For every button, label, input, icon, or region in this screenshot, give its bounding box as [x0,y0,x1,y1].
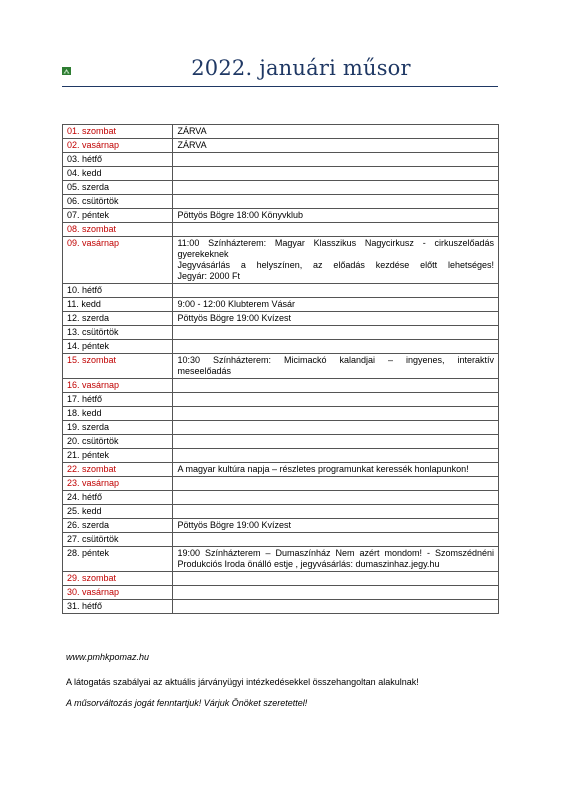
day-cell: 20. csütörtök [63,435,173,449]
day-cell: 11. kedd [63,298,173,312]
day-cell: 27. csütörtök [63,533,173,547]
event-line: Produkciós Iroda önálló estje , jegyvásárlás: dumaszinhaz.jegy.hu [177,559,440,569]
day-cell: 30. vasárnap [63,586,173,600]
day-cell: 28. péntek [63,547,173,572]
event-line: Pöttyös Bögre 18:00 Könyvklub [177,210,304,220]
day-cell: 01. szombat [63,125,173,139]
event-cell [173,491,499,505]
page-header [62,52,498,87]
table-row [63,312,499,326]
event-cell [173,298,499,312]
event-cell [173,586,499,600]
event-line: 9:00 - 12:00 Klubterem Vásár [177,299,296,309]
day-cell: 03. hétfő [63,153,173,167]
day-cell: 18. kedd [63,407,173,421]
day-cell: 24. hétfő [63,491,173,505]
table-row [63,435,499,449]
table-row [63,153,499,167]
table-row [63,421,499,435]
event-cell [173,379,499,393]
day-cell: 06. csütörtök [63,195,173,209]
day-cell: 25. kedd [63,505,173,519]
day-cell: 31. hétfő [63,600,173,614]
day-cell: 10. hétfő [63,284,173,298]
table-row [63,477,499,491]
event-cell [173,209,499,223]
table-row [63,393,499,407]
day-cell: 29. szombat [63,572,173,586]
day-cell: 02. vasárnap [63,139,173,153]
day-cell: 26. szerda [63,519,173,533]
event-line: A magyar kultúra napja – részletes programunkat keressék honlapunkon! [177,464,469,474]
event-cell [173,533,499,547]
table-row [63,298,499,312]
table-row [63,284,499,298]
event-cell [173,167,499,181]
event-cell [173,223,499,237]
table-row [63,125,499,139]
table-row [63,237,499,284]
event-cell [173,572,499,586]
event-cell [173,237,499,284]
event-cell [173,463,499,477]
event-cell [173,407,499,421]
day-cell: 05. szerda [63,181,173,195]
event-cell [173,284,499,298]
event-line: Pöttyös Bögre 19:00 Kvízest [177,520,292,530]
event-cell [173,354,499,379]
day-cell: 09. vasárnap [63,237,173,284]
day-cell: 13. csütörtök [63,326,173,340]
table-row [63,209,499,223]
green-house-logo-icon [62,67,71,75]
table-row [63,491,499,505]
day-cell: 19. szerda [63,421,173,435]
day-cell: 22. szombat [63,463,173,477]
table-row [63,139,499,153]
day-cell: 17. hétfő [63,393,173,407]
event-line: gyerekeknek [177,249,229,259]
rules-note: A látogatás szabályai az aktuális járványügyi intézkedésekkel összehangoltan alakulnak! [66,677,419,687]
event-cell [173,519,499,533]
event-line: ZÁRVA [177,126,207,136]
table-row [63,326,499,340]
day-cell: 08. szombat [63,223,173,237]
table-row [63,463,499,477]
event-cell [173,125,499,139]
event-line: Jegyár: 2000 Ft [177,271,241,281]
table-row [63,181,499,195]
website-link[interactable]: www.pmhkpomaz.hu [66,652,150,662]
table-row [63,340,499,354]
event-cell [173,449,499,463]
table-row [63,223,499,237]
table-row [63,519,499,533]
table-row [63,195,499,209]
event-cell [173,435,499,449]
page-title: 2022. januári műsor [191,56,411,80]
event-cell [173,153,499,167]
table-row [63,407,499,421]
event-cell [173,139,499,153]
day-cell: 07. péntek [63,209,173,223]
table-row [63,167,499,181]
event-cell [173,547,499,572]
event-cell [173,393,499,407]
table-row [63,572,499,586]
day-cell: 04. kedd [63,167,173,181]
day-cell: 16. vasárnap [63,379,173,393]
event-cell [173,181,499,195]
event-cell [173,195,499,209]
event-line: Jegyvásárlás a helyszínen, az előadás kezdése előtt lehetséges! [177,260,494,270]
table-row [63,547,499,572]
event-cell [173,477,499,491]
table-row [63,379,499,393]
day-cell: 12. szerda [63,312,173,326]
day-cell: 21. péntek [63,449,173,463]
schedule-table [62,124,499,614]
event-cell [173,340,499,354]
event-cell [173,505,499,519]
event-cell [173,421,499,435]
event-cell [173,326,499,340]
table-row [63,533,499,547]
event-line: ZÁRVA [177,140,207,150]
event-line: Pöttyös Bögre 19:00 Kvízest [177,313,292,323]
table-row [63,449,499,463]
day-cell: 23. vasárnap [63,477,173,491]
table-row [63,354,499,379]
event-line: 19:00 Színházterem – Dumaszínház Nem azért mondom! - Szomszédnéni [177,548,494,558]
event-cell [173,600,499,614]
table-row [63,505,499,519]
table-row [63,586,499,600]
day-cell: 14. péntek [63,340,173,354]
event-cell [173,312,499,326]
event-line: 10:30 Színházterem: Micimackó kalandjai – ingyenes, interaktív [177,355,494,365]
change-notice: A műsorváltozás jogát fenntartjuk! Várjuk Önöket szeretettel! [66,698,308,708]
table-row [63,600,499,614]
day-cell: 15. szombat [63,354,173,379]
event-line: meseelőadás [177,366,232,376]
event-line: 11:00 Színházterem: Magyar Klasszikus Nagycirkusz - cirkuszelőadás [177,238,494,248]
